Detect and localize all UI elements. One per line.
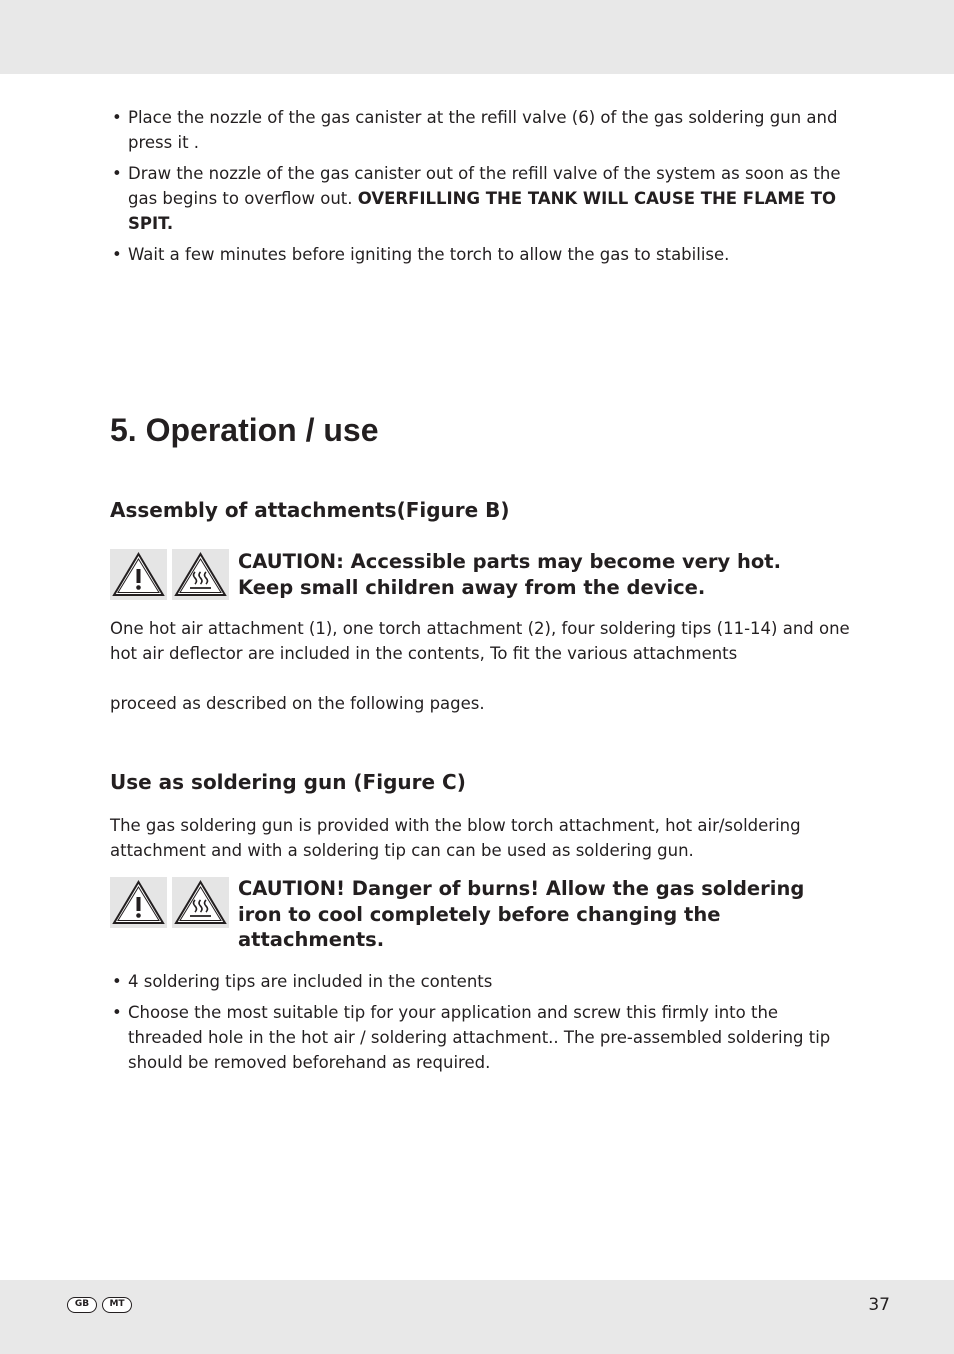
flag-mt: MT [102, 1297, 132, 1313]
hot-surface-icon [172, 877, 229, 928]
soldering-tips-list [110, 969, 845, 1081]
section-title: 5. Operation / use [110, 412, 379, 448]
list-item [110, 242, 845, 267]
list-item [110, 161, 845, 236]
refill-steps-list [110, 105, 845, 273]
warning-icons [110, 877, 229, 928]
overfill-warning: OVERFILLING THE TANK WILL CAUSE THE FLAME TO SPIT. [128, 189, 837, 233]
list-item [110, 1000, 845, 1075]
assembly-paragraph: One hot air attachment (1), one torch attachment (2), four soldering tips (11-14) and one hot air deflector are included in the contents, To fit the various attachments [110, 619, 850, 663]
warning-triangle-icon [110, 549, 167, 600]
bullet-icon: • [112, 164, 122, 183]
header-band [0, 0, 954, 74]
warning-icons [110, 549, 229, 600]
page-number: 37 [868, 1295, 890, 1315]
assembly-heading: Assembly of attachments(Figure B) [110, 498, 510, 522]
bullet-icon: • [112, 108, 122, 127]
assembly-paragraph-2: proceed as described on the following pages. [110, 694, 485, 713]
bullet-icon: • [112, 972, 122, 991]
list-item [110, 105, 845, 155]
list-item-text: Place the nozzle of the gas canister at the refill valve (6) of the gas soldering gun and press it . [128, 108, 838, 152]
list-item-text: Choose the most suitable tip for your application and screw this firmly into the threaded hole in the hot air / soldering attachment.. The pre-assembled soldering tip should be removed beforehand as required. [128, 1003, 831, 1072]
bullet-icon: • [112, 245, 122, 264]
soldering-heading: Use as soldering gun (Figure C) [110, 770, 466, 794]
soldering-paragraph: The gas soldering gun is provided with the blow torch attachment, hot air/soldering attachment and with a soldering tip can can be used as soldering gun. [110, 816, 801, 860]
language-flags [67, 1297, 132, 1313]
hot-surface-icon [172, 549, 229, 600]
flag-gb: GB [67, 1297, 97, 1313]
list-item [110, 969, 845, 994]
list-item-text: 4 soldering tips are included in the contents [128, 972, 493, 991]
caution-hot-parts [238, 549, 848, 600]
list-item-text: Draw the nozzle of the gas canister out of the refill valve of the system as soon as the gas begins to overflow out. [128, 164, 841, 208]
footer-band [0, 1280, 954, 1354]
caution-line: CAUTION: Accessible parts may become very hot. [238, 550, 782, 573]
bullet-icon: • [112, 1003, 122, 1022]
caution-line: Keep small children away from the device. [238, 575, 706, 599]
list-item-text: Wait a few minutes before igniting the torch to allow the gas to stabilise. [128, 245, 730, 264]
caution-burns: CAUTION! Danger of burns! Allow the gas soldering iron to cool completely before changing the attachments. [238, 877, 805, 951]
warning-triangle-icon [110, 877, 167, 928]
